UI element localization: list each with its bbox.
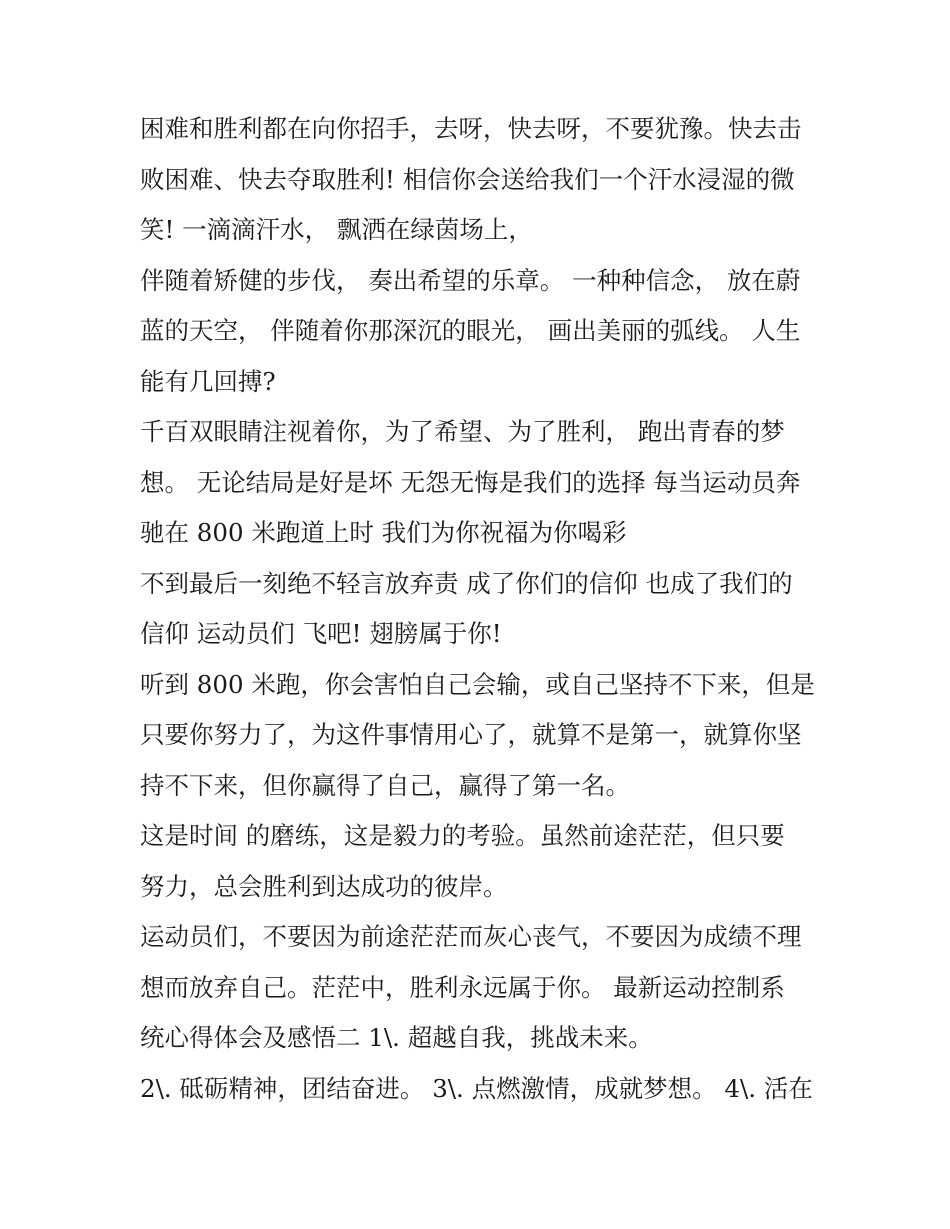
text-line: 千百双眼睛注视着你，为了希望、为了胜利， 跑出青春的梦: [140, 417, 785, 446]
text-line: 驰在 800 米跑道上时 我们为你祝福为你喝彩: [140, 518, 627, 547]
text-line: 运动员们，不要因为前途茫茫而灰心丧气，不要因为成绩不理: [140, 922, 802, 951]
text-line: 能有几回搏?: [140, 366, 276, 396]
text-line: 信仰 运动员们 飞吧! 翅膀属于你!: [140, 619, 502, 648]
text-line: 笑! 一滴滴汗水， 飘洒在绿茵场上，: [140, 215, 533, 244]
text-line: 伴随着矫健的步伐， 奏出希望的乐章。 一种种信念， 放在蔚: [140, 265, 801, 295]
text-line: 只要你努力了，为这件事情用心了，就算不是第一，就算你坚: [140, 720, 802, 749]
text-line: 困难和胜利都在向你招手，去呀，快去呀，不要犹豫。快去击: [140, 114, 802, 143]
text-line: 2\. 砥砺精神，团结奋进。 3\. 点燃激情，成就梦想。 4\. 活在: [140, 1073, 813, 1103]
text-line: 蓝的天空， 伴随着你那深沉的眼光， 画出美丽的弧线。 人生: [140, 316, 801, 345]
text-line: 不到最后一刻绝不轻言放弃责 成了你们的信仰 也成了我们的: [140, 568, 793, 598]
text-line: 听到 800 米跑，你会害怕自己会输，或自己坚持不下来，但是: [140, 669, 815, 699]
text-line: 想而放弃自己。茫茫中，胜利永远属于你。 最新运动控制系: [140, 972, 785, 1002]
text-line: 持不下来，但你赢得了自己，赢得了第一名。: [140, 770, 630, 800]
text-line: 想。 无论结局是好是坏 无怨无悔是我们的选择 每当运动员奔: [140, 467, 801, 497]
text-line: 这是时间 的磨练，这是毅力的考验。虽然前途茫茫，但只要: [140, 821, 785, 850]
text-line: 统心得体会及感悟二 1\. 超越自我，挑战未来。: [140, 1023, 653, 1052]
document-body: [140, 104, 840, 1114]
text-line: 努力，总会胜利到达成功的彼岸。: [140, 871, 508, 901]
text-line: 败困难、快去夺取胜利! 相信你会送给我们一个汗水浸湿的微: [140, 164, 795, 194]
